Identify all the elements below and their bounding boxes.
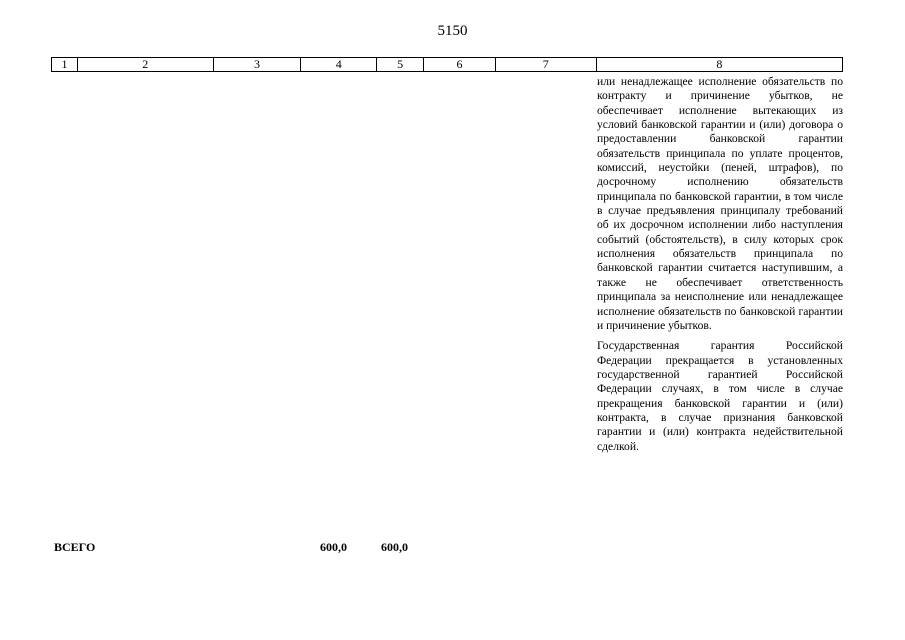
column-8-text [597,75,843,454]
column-header-7: 7 [496,58,597,71]
total-col5-value: 600,0 [381,540,408,554]
column-header-2: 2 [78,58,214,71]
column-header-3: 3 [214,58,302,71]
total-col4-value: 600,0 [320,540,347,554]
column-header-5: 5 [377,58,424,71]
col8-paragraph-1: или ненадлежащее исполнение обязательств по контракту и причинение убытков, не обеспечивает исполнение вытекающих из условий банковской гарантии и (или) договора о предоставлении банковской гарантии обязательств принципала по уплате процентов, комиссий, неустойки (пеней, штрафов), по досрочному исполнению обязательств принципала по банковской гарантии, в том числе в случае предъявления принципалу требований об их досрочном исполнении либо наступления событий (обстоятельств), в силу которых срок исполнения обязательств принципала по банковской гарантии считается наступившим, а также не обеспечивает ответственность принципала за неисполнение или ненадлежащее исполнение обязательств по банковской гарантии и причинение убытков. [597,75,843,332]
column-header-1: 1 [52,58,78,71]
table-header-row [51,57,843,72]
col8-paragraph-2: Государственная гарантия Российской Федерации прекращается в установленных государственной гарантией Российской Федерации случаях, в том числе в случае прекращения банковской гарантии и (или) контракта, в случае признания банковской гарантии и (или) контракта недействительной сделкой. [597,339,843,453]
column-header-6: 6 [424,58,496,71]
total-label: ВСЕГО [54,540,96,554]
column-header-8: 8 [716,57,723,71]
page-number: 5150 [437,23,468,39]
column-header-4: 4 [301,58,377,71]
